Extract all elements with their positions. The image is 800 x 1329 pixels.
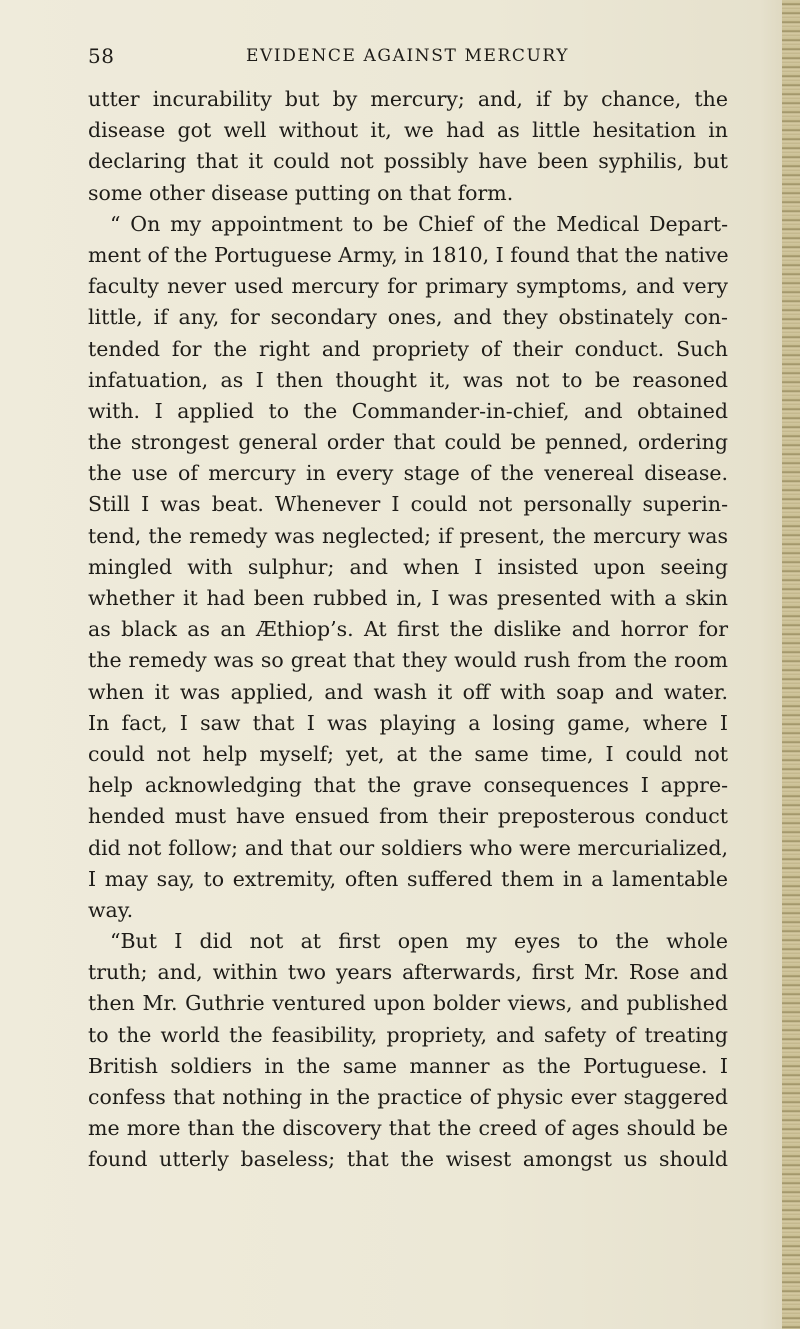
text-line: “ On my appointment to be Chief of the Medical Depart- [110, 211, 728, 236]
text-line: disease got well without it, we had as little hesitation in [88, 118, 728, 143]
text-line: whether it had been rubbed in, I was presented with a skin [88, 586, 728, 610]
text-line: the remedy was so great that they would rush from the room [88, 648, 728, 673]
text-line: with. I applied to the Commander-in-chief, and obtained [88, 398, 728, 423]
text-line: found utterly baseless; that the wisest amongst us should [88, 1147, 728, 1172]
text-line: tended for the right and propriety of their conduct. Such [88, 336, 728, 361]
text-line: mingled with sulphur; and when I insisted upon seeing [88, 554, 728, 579]
body-text [88, 84, 728, 1176]
text-line: ment of the Portuguese Army, in 1810, I found that the native [88, 242, 729, 267]
running-head: EVIDENCE AGAINST MERCURY [246, 46, 570, 66]
text-line: then Mr. Guthrie ventured upon bolder views, and published [88, 991, 728, 1016]
text-line: hended must have ensued from their preposterous conduct [88, 804, 728, 829]
text-line: “But I did not at first open my eyes to the whole [110, 929, 728, 954]
text-line: when it was applied, and wash it off with soap and water. [88, 679, 728, 704]
text-line: declaring that it could not possibly have been syphilis, but [88, 149, 728, 174]
text-line: could not help myself; yet, at the same time, I could not [88, 741, 728, 766]
text-line: faculty never used mercury for primary symptoms, and very [88, 274, 728, 299]
text-line: the strongest general order that could be penned, ordering [88, 430, 728, 455]
text-line: confess that nothing in the practice of physic ever staggered [88, 1085, 728, 1109]
text-line: infatuation, as I then thought it, was not to be reasoned [88, 367, 728, 392]
page-number: 58 [88, 44, 115, 68]
text-line: little, if any, for secondary ones, and they obstinately con- [88, 305, 728, 330]
text-line: some other disease putting on that form. [88, 180, 514, 205]
text-line: British soldiers in the same manner as the Portuguese. I [88, 1053, 728, 1078]
page-header [88, 44, 728, 76]
text-line: way. [88, 897, 134, 922]
text-line: tend, the remedy was neglected; if present, the mercury was [88, 523, 728, 548]
text-line: did not follow; and that our soldiers who were mercurialized, [88, 835, 728, 860]
text-line: the use of mercury in every stage of the venereal disease. [88, 461, 728, 486]
text-line: to the world the feasibility, propriety, and safety of treating [88, 1022, 728, 1047]
text-line: Still I was beat. Whenever I could not personally superin- [88, 492, 728, 517]
text-line: help acknowledging that the grave consequences I appre- [88, 773, 728, 798]
page-edge-shadow [782, 0, 800, 1329]
text-line: me more than the discovery that the creed of ages should be [88, 1116, 728, 1141]
text-line: truth; and, within two years afterwards, first Mr. Rose and [88, 960, 728, 985]
text-line: I may say, to extremity, often suffered them in a lamentable [88, 866, 728, 891]
text-line: as black as an Æthiop’s. At first the dislike and horror for [88, 617, 728, 642]
text-line: In fact, I saw that I was playing a losing game, where I [88, 710, 728, 735]
text-line: utter incurability but by mercury; and, if by chance, the [88, 87, 728, 111]
